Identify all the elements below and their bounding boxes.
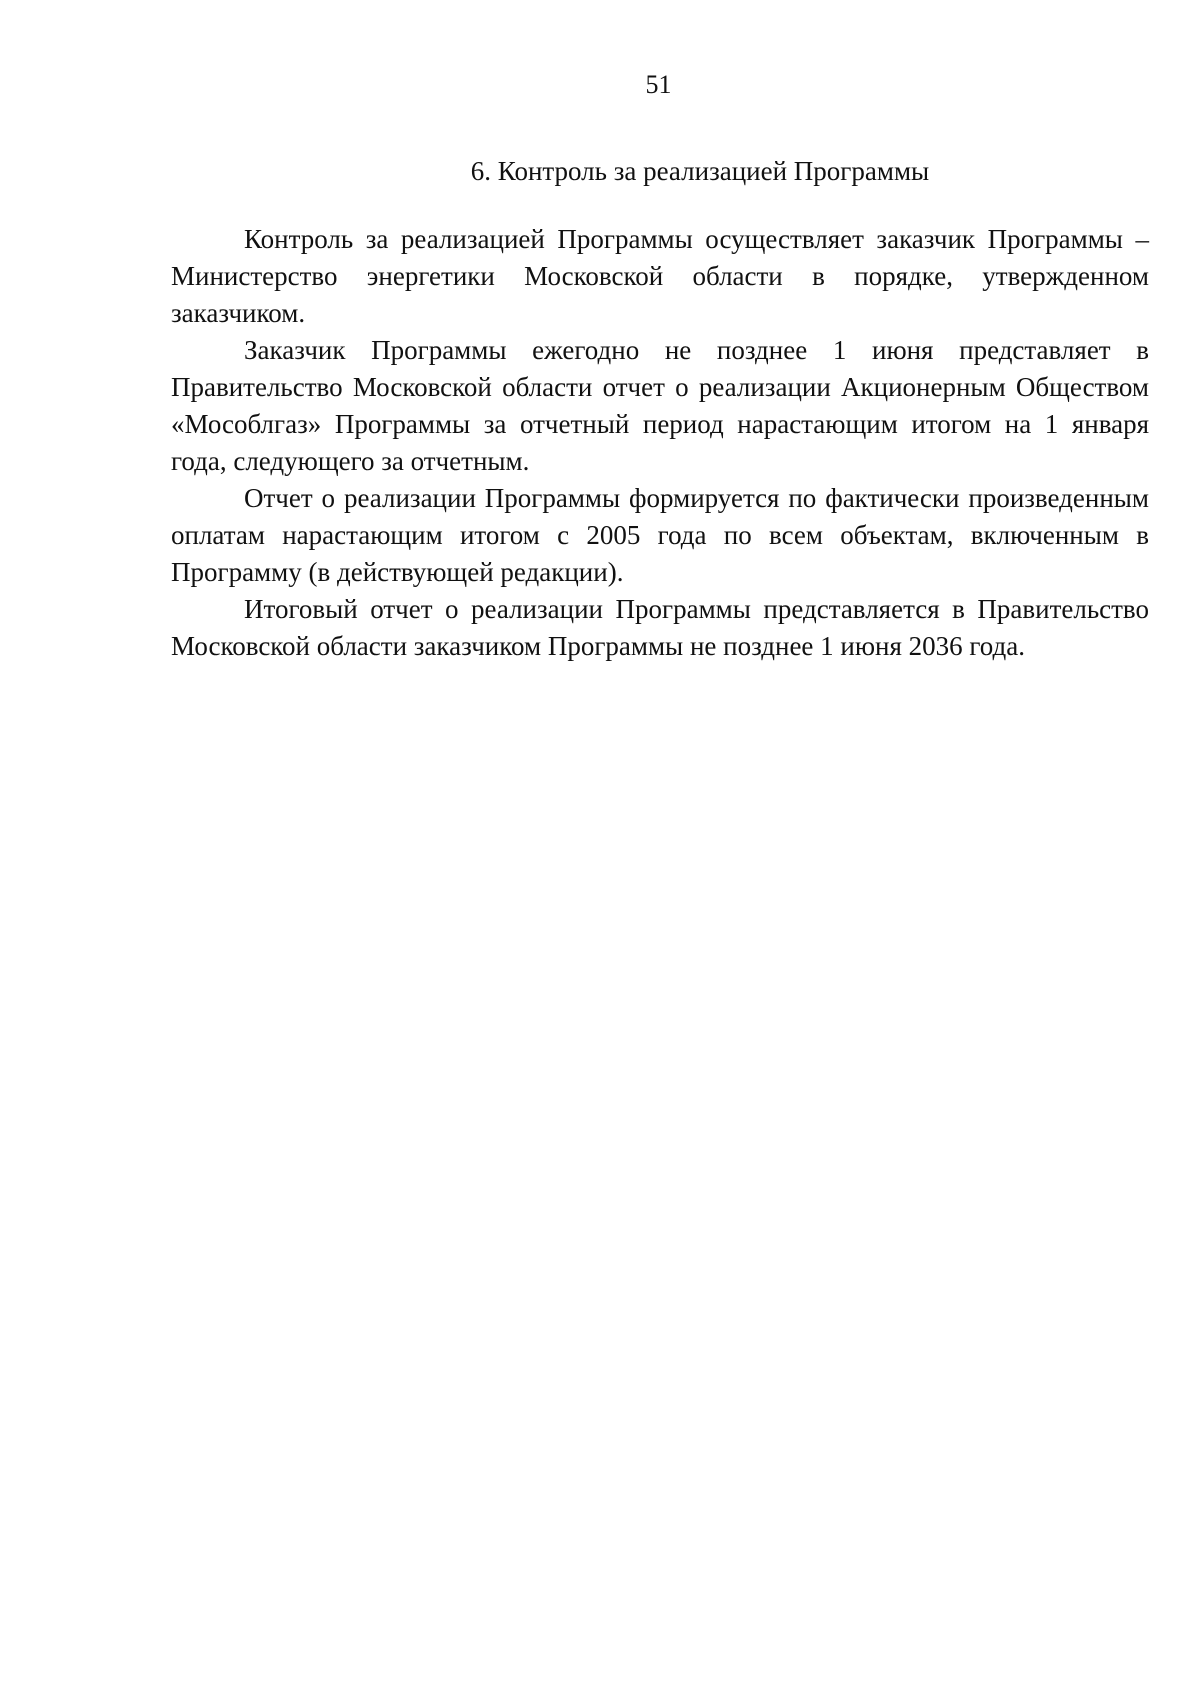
paragraph-control: Контроль за реализацией Программы осуществляет заказчик Программы – Министерство энергетики Московской области в порядке, утвержденном заказчиком.: [171, 224, 1149, 328]
body-text: [171, 221, 1149, 665]
section-title: 6. Контроль за реализацией Программы: [470, 156, 930, 186]
paragraph-final-report: Итоговый отчет о реализации Программы представляется в Правительство Московской области заказчиком Программы не позднее 1 июня 2036 года.: [171, 594, 1149, 661]
paragraph-annual-report: Заказчик Программы ежегодно не позднее 1 июня представляет в Правительство Московской области отчет о реализации Акционерным Обществом «Мособлгаз» Программы за отчетный период нарастающим итогом на 1 января года, следующего за отчетным.: [171, 335, 1149, 476]
paragraph-report-formation: Отчет о реализации Программы формируется по фактически произведенным оплатам нарастающим итогом с 2005 года по всем объектам, включенным в Программу (в действующей редакции).: [171, 483, 1149, 587]
page-number: 51: [645, 70, 672, 99]
